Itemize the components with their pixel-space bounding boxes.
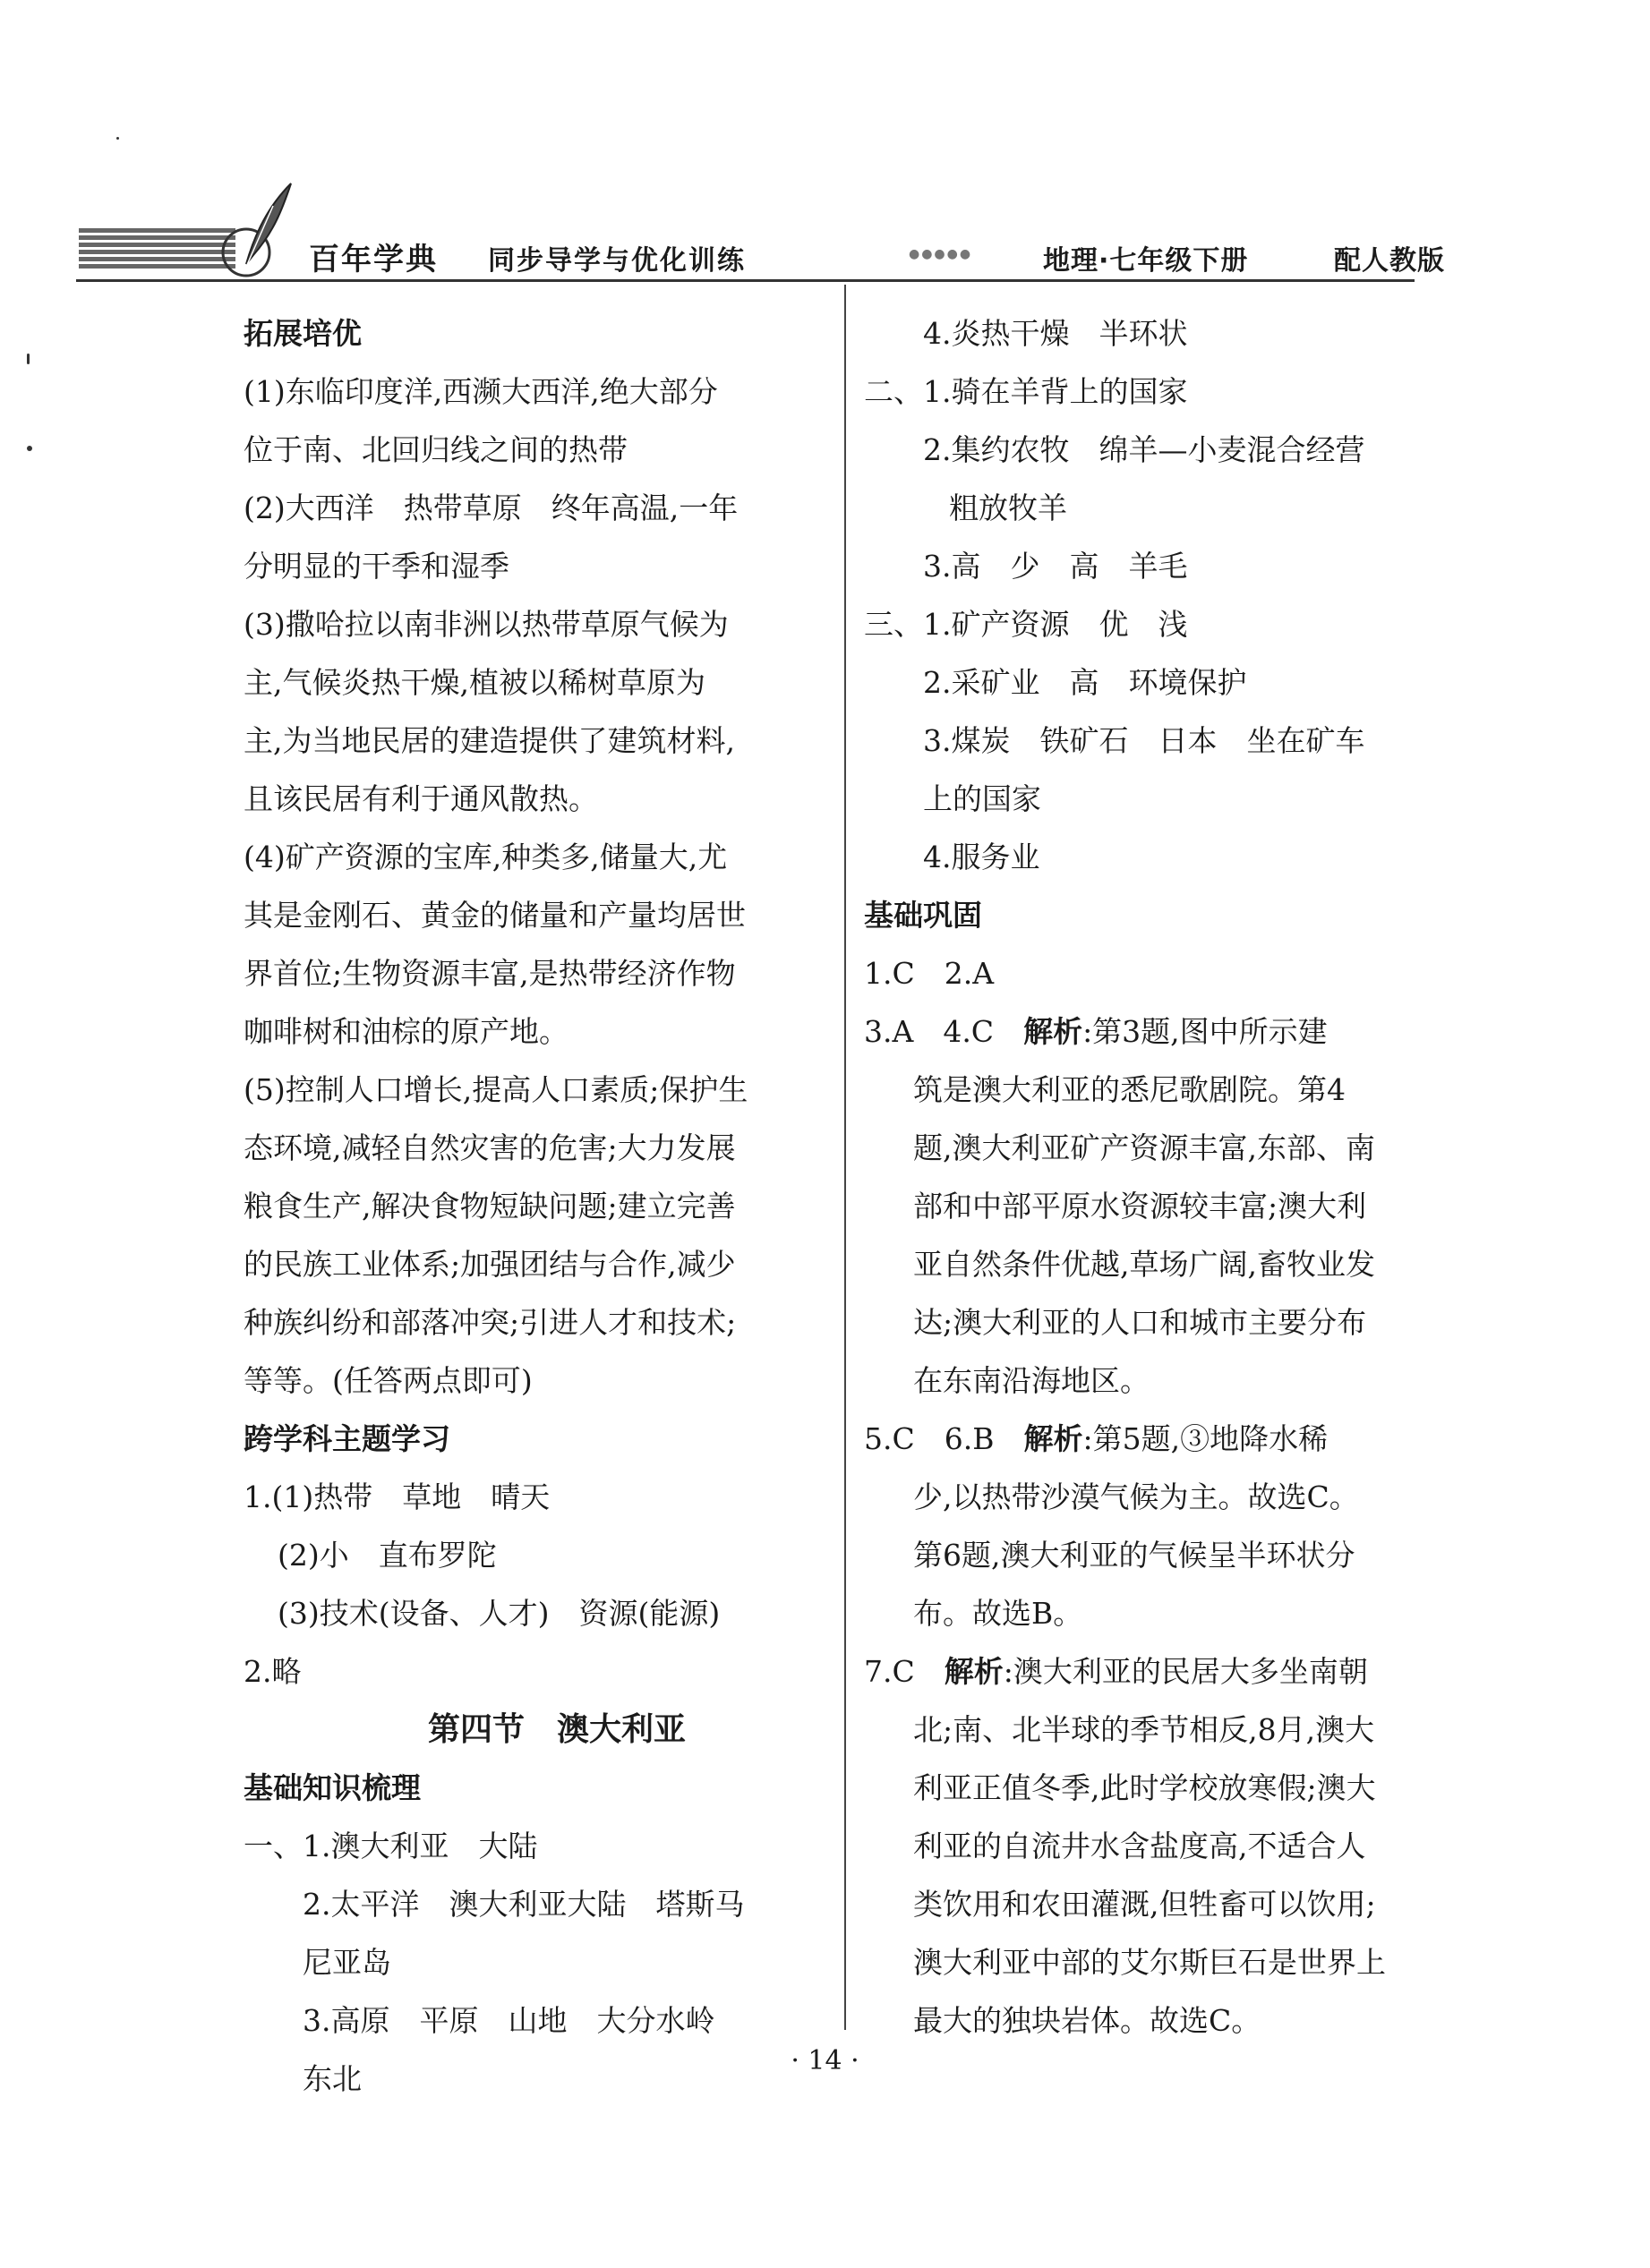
edition-label: 配人教版 [1334, 245, 1445, 277]
answer-line: (3)撒哈拉以南非洲以热带草原气候为 [244, 607, 729, 642]
analysis-label: 解析 [944, 1654, 1004, 1689]
section-heading-consolidate: 基础巩固 [864, 898, 982, 933]
section-heading-basic: 基础知识梳理 [244, 1770, 421, 1805]
answer-line: 2.太平洋 澳大利亚大陆 塔斯马 [303, 1887, 745, 1922]
answer-line: 题,澳大利亚矿产资源丰富,东部、南 [913, 1130, 1375, 1165]
answer-line: 二、1.骑在羊背上的国家 [864, 374, 1188, 409]
analysis-label: 解析 [1023, 1421, 1083, 1456]
column-divider [844, 285, 846, 2030]
section-heading-cross: 跨学科主题学习 [244, 1421, 450, 1456]
answer-line: (1)东临印度洋,西濒大西洋,绝大部分 [244, 374, 718, 409]
analysis-label: 解析 [1023, 1014, 1083, 1049]
answer-line: 筑是澳大利亚的悉尼歌剧院。第4 [913, 1072, 1346, 1107]
answer-line: 2.略 [244, 1654, 302, 1689]
answer-line [864, 1410, 1455, 1468]
answer-line: 北;南、北半球的季节相反,8月,澳大 [913, 1712, 1375, 1747]
page-number: · 14 · [791, 2045, 859, 2076]
answer-line: 3.煤炭 铁矿石 日本 坐在矿车 [923, 723, 1365, 758]
answer-line: 澳大利亚中部的艾尔斯巨石是世界上 [913, 1945, 1386, 1980]
question-numbers: 3.A 4.C [864, 1014, 1024, 1049]
answer-line: 粮食生产,解决食物短缺问题;建立完善 [244, 1189, 736, 1224]
page-header [0, 0, 1650, 295]
answer-line: 尼亚岛 [303, 1945, 391, 1980]
answer-line: 界首位;生物资源丰富,是热带经济作物 [244, 956, 736, 991]
answer-line: 上的国家 [923, 781, 1041, 816]
answer-line: 主,气候炎热干燥,植被以稀树草原为 [244, 665, 705, 700]
answer-line: 咖啡树和油棕的原产地。 [244, 1014, 569, 1049]
answer-line [864, 1002, 1455, 1061]
answer-line: 在东南沿海地区。 [913, 1363, 1150, 1398]
answer-line: 东北 [303, 2061, 362, 2096]
question-numbers: 5.C 6.B [864, 1421, 1024, 1456]
answer-line: (2)大西洋 热带草原 终年高温,一年 [244, 490, 739, 525]
answer-line: 三、1.矿产资源 优 浅 [864, 607, 1188, 642]
question-numbers: 7.C [864, 1654, 945, 1689]
analysis-text: :第3题,图中所示建 [1082, 1014, 1328, 1049]
scan-speck [27, 354, 30, 364]
answer-line: 最大的独块岩体。故选C。 [913, 2003, 1261, 2038]
answer-line: 2.采矿业 高 环境保护 [923, 665, 1247, 700]
answer-line: 粗放牧羊 [949, 490, 1067, 525]
book-subtitle: 同步导学与优化训练 [488, 245, 746, 277]
answer-line: (2)小 直布罗陀 [278, 1538, 497, 1573]
analysis-text: :澳大利亚的民居大多坐南朝 [1003, 1654, 1368, 1689]
analysis-text: :第5题,③地降水稀 [1082, 1421, 1329, 1456]
left-column [244, 304, 834, 2108]
answer-line [864, 1642, 1455, 1701]
answer-line: 分明显的干季和湿季 [244, 549, 509, 584]
right-column [864, 304, 1455, 2050]
answer-line: 类饮用和农田灌溉,但牲畜可以饮用; [913, 1887, 1376, 1922]
answer-line: 部和中部平原水资源较丰富;澳大利 [913, 1189, 1367, 1224]
scan-speck [116, 137, 119, 140]
answer-line: (5)控制人口增长,提高人口素质;保护生 [244, 1072, 748, 1107]
answer-line: 2.集约农牧 绵羊—小麦混合经营 [923, 432, 1365, 467]
answer-line: (3)技术(设备、人才) 资源(能源) [278, 1596, 721, 1631]
answer-line: 主,为当地民居的建造提供了建筑材料, [244, 723, 735, 758]
answer-line: 利亚的自流井水含盐度高,不适合人 [913, 1829, 1366, 1863]
section-heading-expand: 拓展培优 [244, 316, 362, 351]
brand-title: 百年学典 [309, 242, 438, 277]
header-stripes [79, 228, 235, 273]
answer-line: 一、1.澳大利亚 大陆 [244, 1829, 538, 1863]
answer-line: 利亚正值冬季,此时学校放寒假;澳大 [913, 1770, 1376, 1805]
answer-line: 其是金刚石、黄金的储量和产量均居世 [244, 898, 746, 933]
answer-line: 种族纠纷和部落冲突;引进人才和技术; [244, 1305, 737, 1340]
answer-line: 布。故选B。 [913, 1596, 1083, 1631]
header-dots: ●●●●● [909, 247, 973, 261]
section-title: 第四节 澳大利亚 [427, 1711, 686, 1748]
answer-line: 态环境,减轻自然灾害的危害;大力发展 [244, 1130, 736, 1165]
answer-line: 4.服务业 [923, 840, 1040, 874]
answer-line: 等等。(任答两点即可) [244, 1363, 533, 1398]
answer-line: 4.炎热干燥 半环状 [923, 316, 1188, 351]
answer-line: 第6题,澳大利亚的气候呈半环状分 [913, 1538, 1355, 1573]
answer-line: 且该民居有利于通风散热。 [244, 781, 598, 816]
answer-line: 少,以热带沙漠气候为主。故选C。 [913, 1479, 1359, 1514]
answer-line: 亚自然条件优越,草场广阔,畜牧业发 [913, 1247, 1375, 1282]
header-rule [76, 279, 1415, 282]
answer-line: 1.C 2.A [864, 956, 995, 991]
answer-line: 的民族工业体系;加强团结与合作,减少 [244, 1247, 736, 1282]
scan-speck [27, 446, 32, 451]
answer-line: (4)矿产资源的宝库,种类多,储量大,尤 [244, 840, 728, 874]
answer-line: 3.高原 平原 山地 大分水岭 [303, 2003, 715, 2038]
subject-grade: 地理·七年级下册 [1043, 245, 1249, 277]
answer-line: 1.(1)热带 草地 晴天 [244, 1479, 551, 1514]
feather-pen-icon [219, 179, 300, 282]
answer-line: 达;澳大利亚的人口和城市主要分布 [913, 1305, 1367, 1340]
answer-line: 3.高 少 高 羊毛 [923, 549, 1188, 584]
answer-line: 位于南、北回归线之间的热带 [244, 432, 628, 467]
